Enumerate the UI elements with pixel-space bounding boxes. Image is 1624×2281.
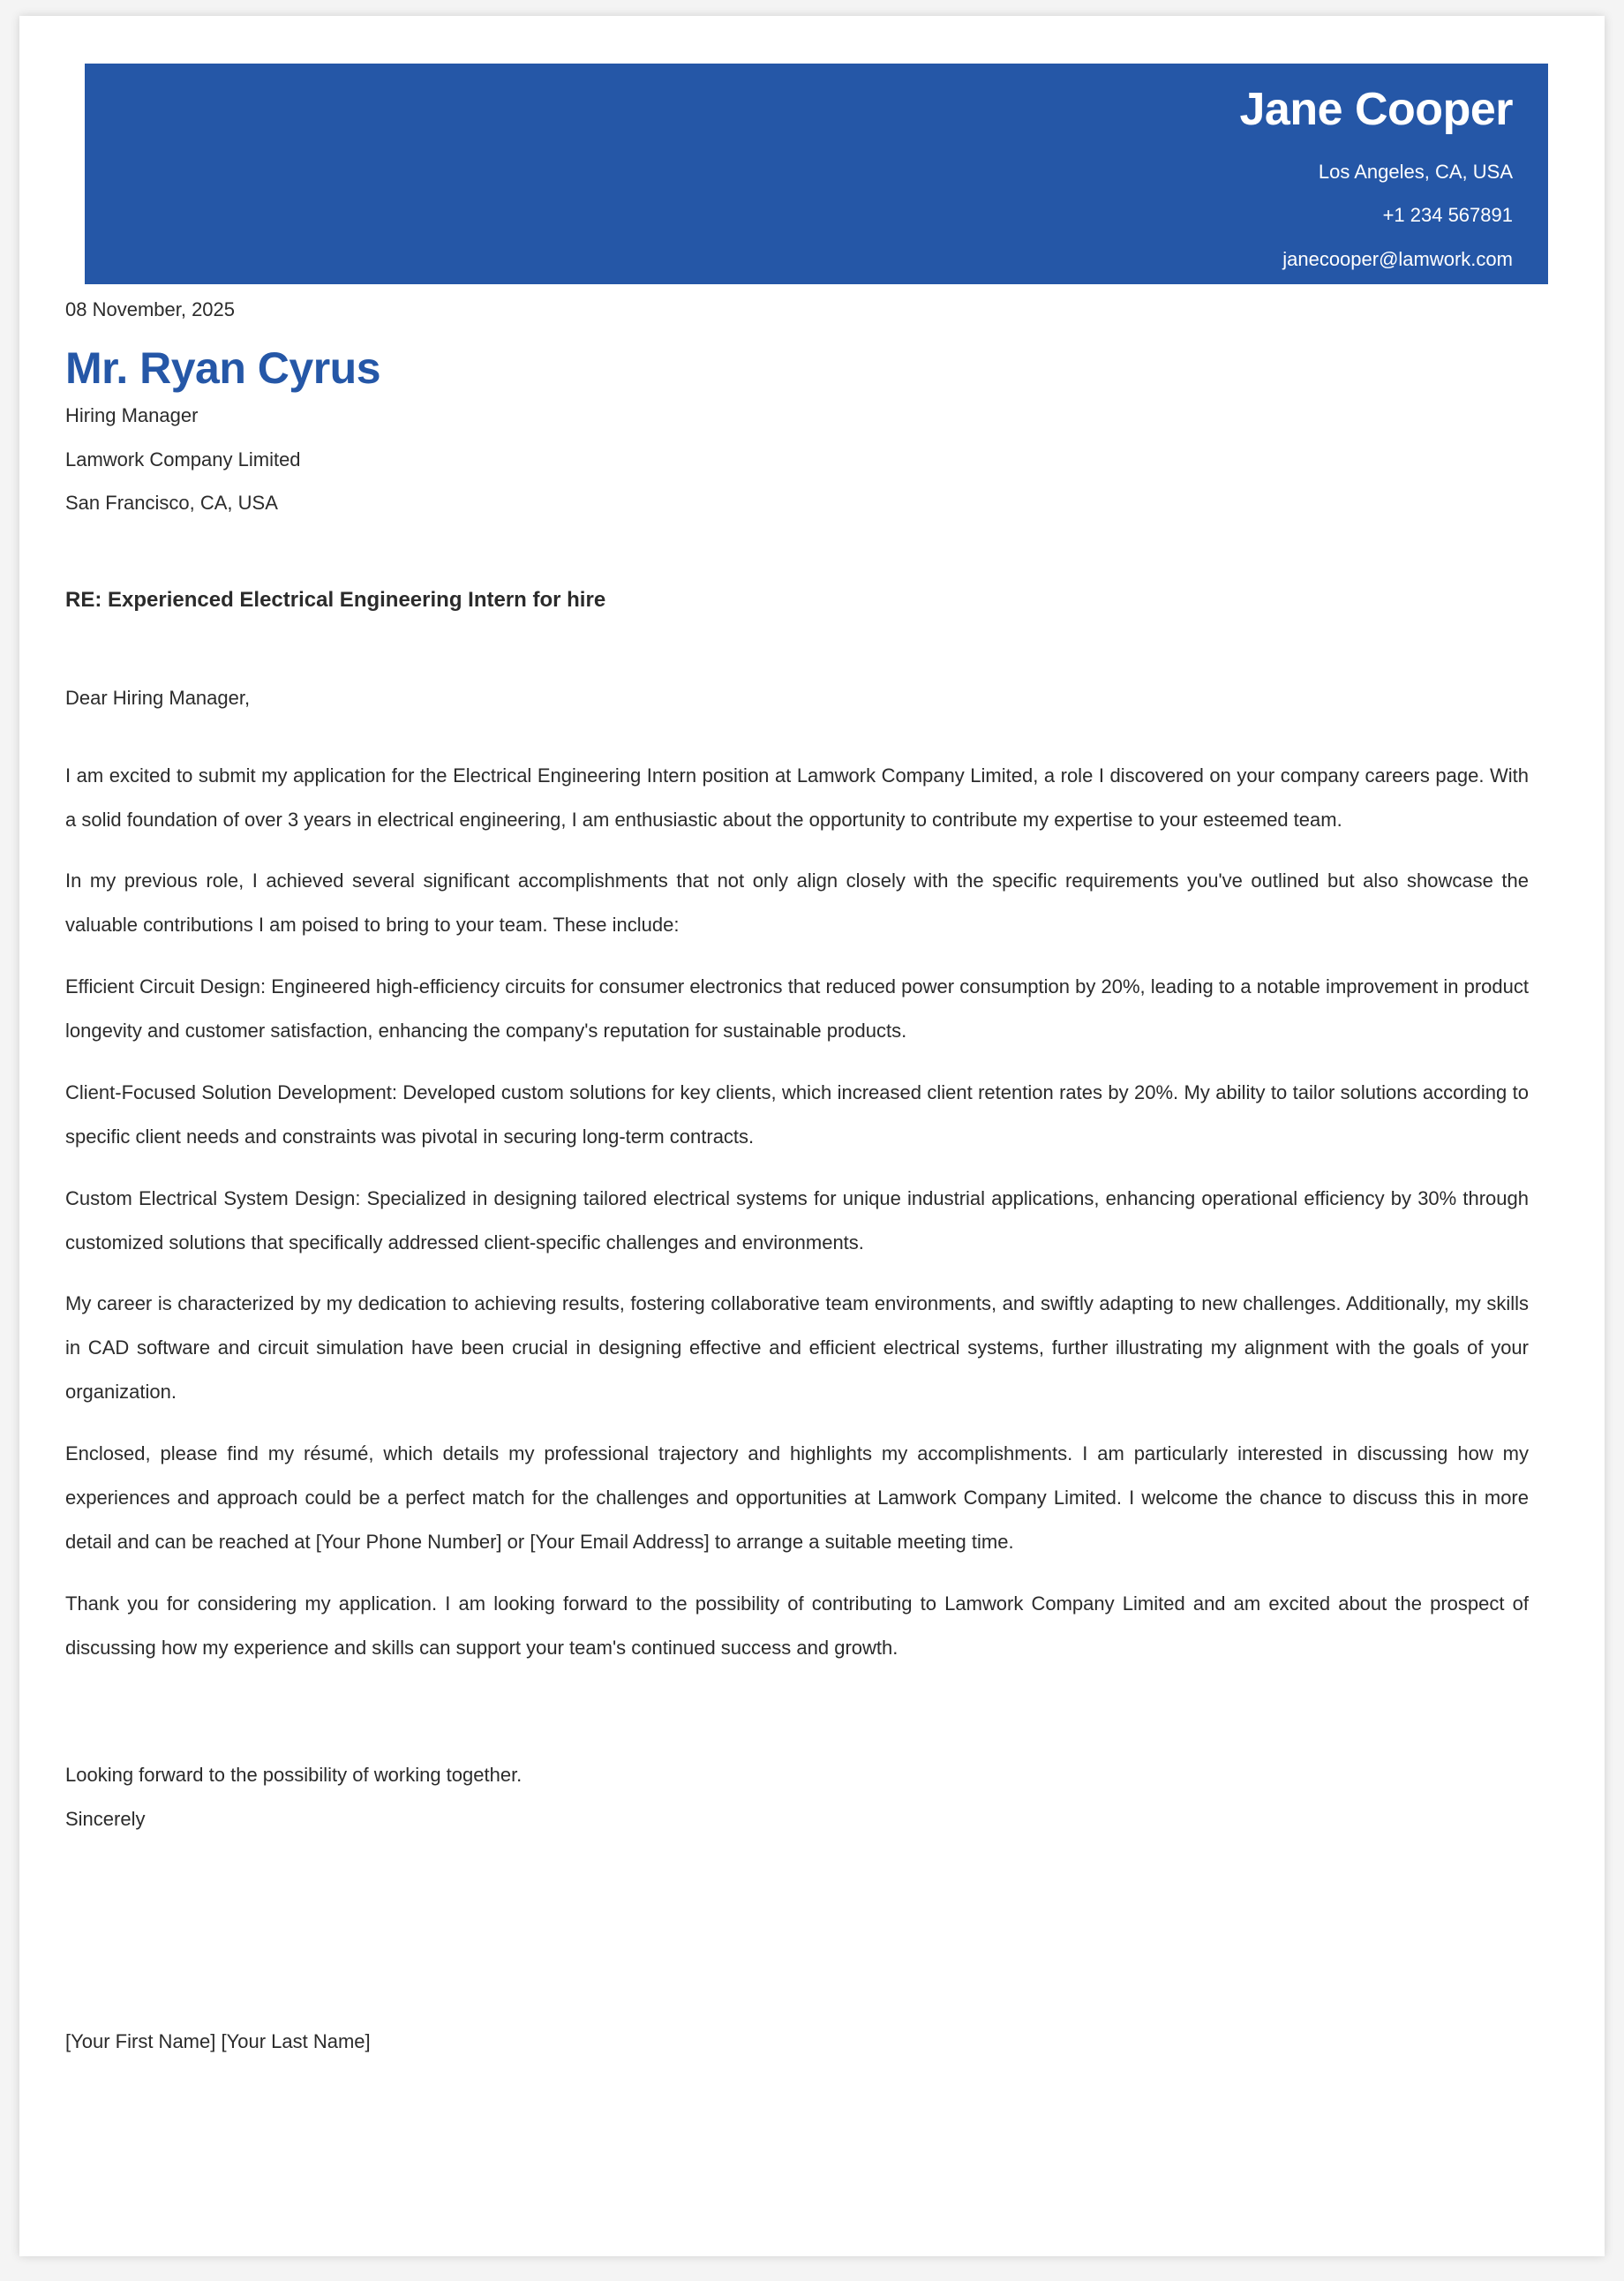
- sender-email: janecooper@lamwork.com: [1282, 248, 1513, 270]
- body-paragraph: Efficient Circuit Design: Engineered high-efficiency circuits for consumer electronics that reduced power consumption by 20%, leading to a notable improvement in product longevity and customer satisfaction, enhancing the company's reputation for sustainable products.: [65, 975, 1529, 1042]
- recipient-name: Mr. Ryan Cyrus: [65, 343, 381, 393]
- recipient-company: Lamwork Company Limited: [65, 448, 301, 471]
- body-paragraph: Thank you for considering my application. I am looking forward to the possibility of contributing to Lamwork Company Limited and am excited about the prospect of discussing how my experience and skills can support your team's continued success and growth.: [65, 1592, 1529, 1659]
- subject-line: RE: Experienced Electrical Engineering Intern for hire: [65, 588, 606, 612]
- closing-line: Looking forward to the possibility of working together.: [65, 1764, 523, 1786]
- body-paragraph: Enclosed, please find my résumé, which details my professional trajectory and highlights my accomplishments. I am particularly interested in discussing how my experiences and approach could be a perfect match for the challenges and opportunities at Lamwork Company Limited. I welcome the chance to discuss this in more detail and can be reached at [Your Phone Number] or [Your Email Address] to arrange a suitable meeting time.: [65, 1442, 1529, 1553]
- sender-phone: +1 234 567891: [1382, 204, 1513, 226]
- greeting: Dear Hiring Manager,: [65, 687, 251, 709]
- recipient-title: Hiring Manager: [65, 404, 199, 426]
- signoff: Sincerely: [65, 1808, 146, 1830]
- body-paragraph: In my previous role, I achieved several significant accomplishments that not only align closely with the specific requirements you've outlined but also showcase the valuable contributions I am poised to bring to your team. These include:: [65, 869, 1529, 936]
- signature-name: [Your First Name] [Your Last Name]: [65, 2030, 371, 2052]
- sender-header: [85, 64, 1548, 284]
- body-paragraph: Client-Focused Solution Development: Developed custom solutions for key clients, which increased client retention rates by 20%. My ability to tailor solutions according to specific client needs and constraints was pivotal in securing long-term contracts.: [65, 1081, 1529, 1148]
- body-paragraph: Custom Electrical System Design: Specialized in designing tailored electrical systems for unique industrial applications, enhancing operational efficiency by 30% through customized solutions that specifically addressed client-specific challenges and environments.: [65, 1187, 1529, 1253]
- recipient-location: San Francisco, CA, USA: [65, 492, 278, 514]
- body-paragraph: I am excited to submit my application for the Electrical Engineering Intern position at Lamwork Company Limited, a role I discovered on your company careers page. With a solid foundation of over 3 years in electrical engineering, I am enthusiastic about the opportunity to contribute my expertise to your esteemed team.: [65, 764, 1529, 831]
- sender-name: Jane Cooper: [1239, 84, 1513, 135]
- letter-date: 08 November, 2025: [65, 298, 236, 320]
- sender-location: Los Angeles, CA, USA: [1318, 161, 1513, 183]
- body-paragraph: My career is characterized by my dedication to achieving results, fostering collaborative team environments, and swiftly adapting to new challenges. Additionally, my skills in CAD software and circuit simulation have been crucial in designing effective and efficient electrical systems, further illustrating my alignment with the goals of your organization.: [65, 1292, 1529, 1403]
